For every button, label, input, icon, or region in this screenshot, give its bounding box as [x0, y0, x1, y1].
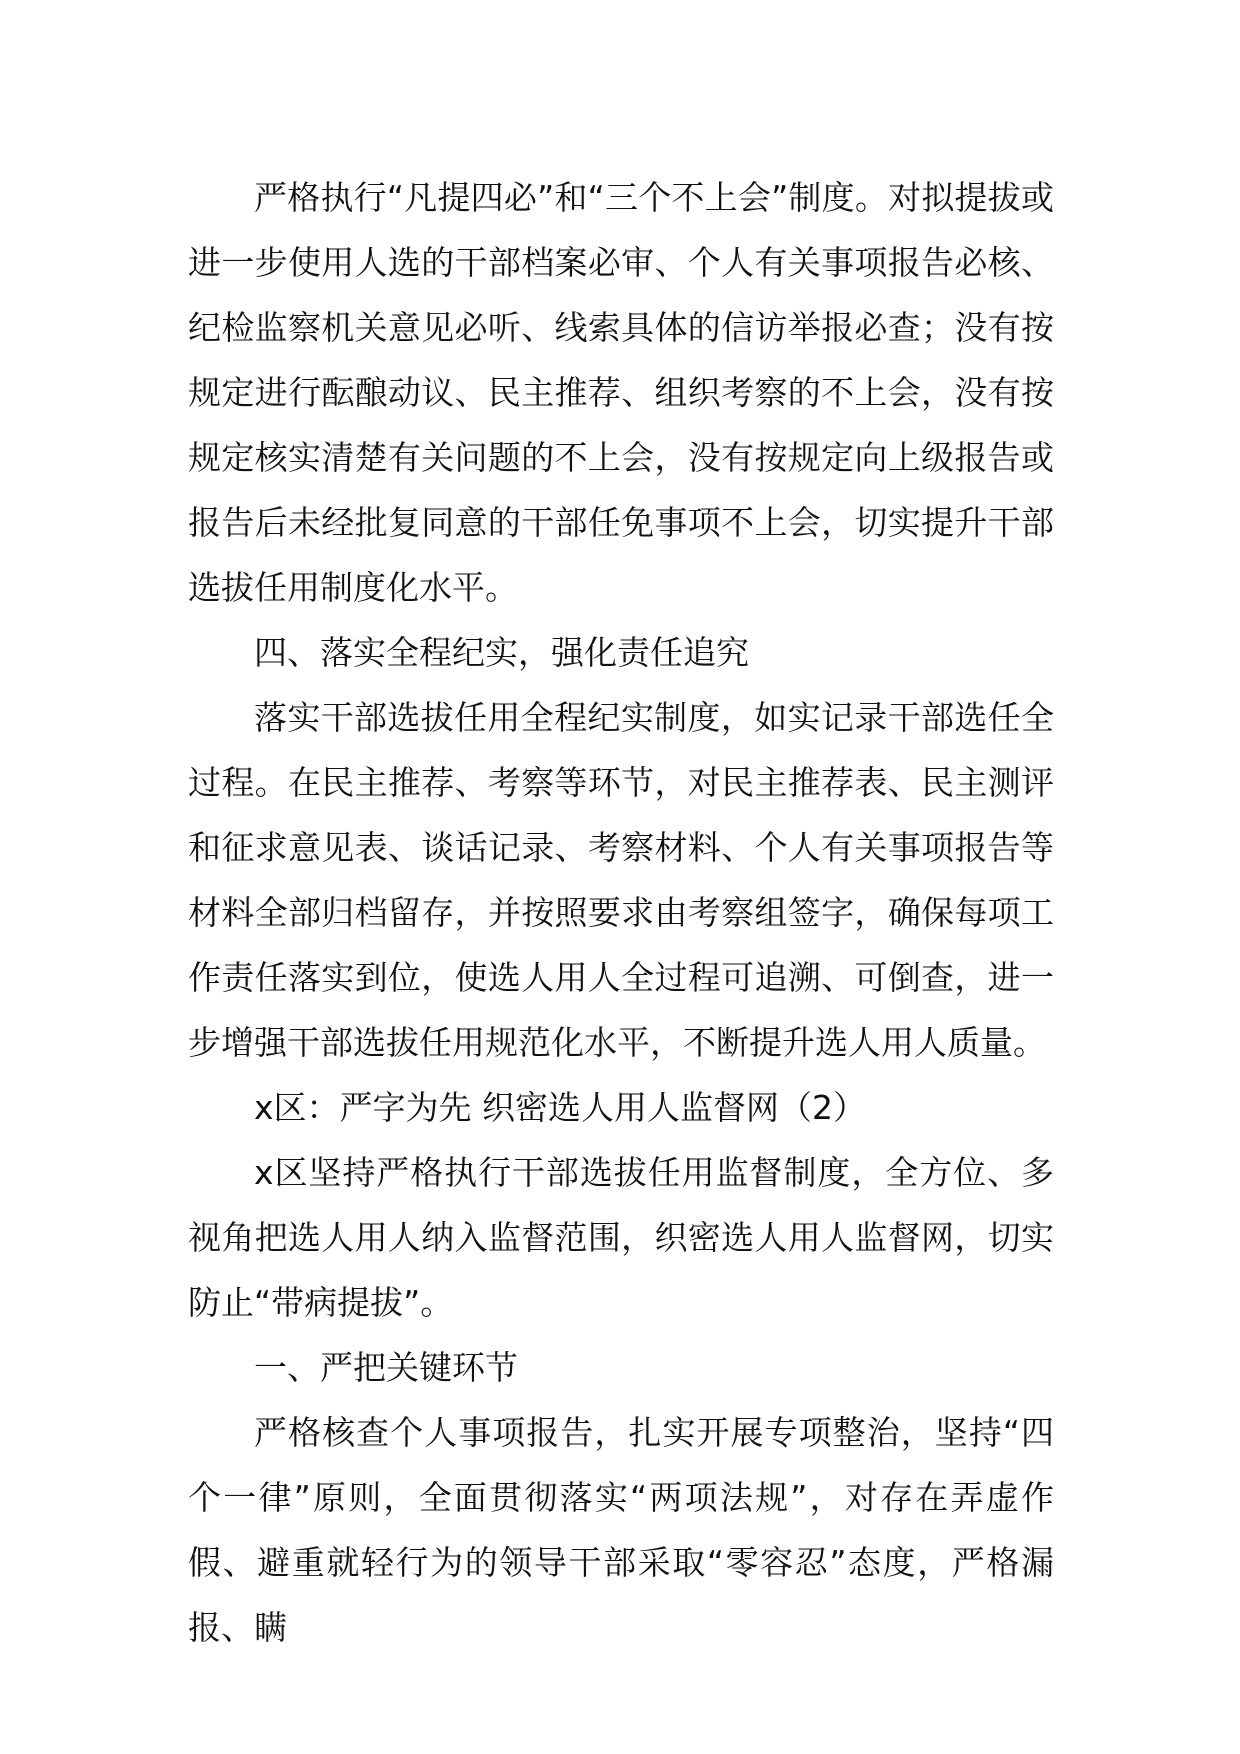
paragraph-full-record: 落实干部选拔任用全程纪实制度，如实记录干部选任全过程。在民主推荐、考察等环节，对民主推荐表、民主测评和征求意见表、谈话记录、考察材料、个人有关事项报告等材料全部归档留存，并按照要求由考察组签字，确保每项工作责任落实到位，使选人用人全过程可追溯、可倒查，进一步增强干部选拔任用规范化水平，不断提升选人用人质量。: [188, 698, 1054, 1062]
section-heading-one: 一、严把关键环节: [254, 1348, 518, 1387]
document-body: [188, 165, 1054, 1660]
article-title-x-district: x区：严字为先 织密选人用人监督网（2）: [254, 1088, 867, 1127]
paragraph-x-district-intro: x区坚持严格执行干部选拔任用监督制度，全方位、多视角把选人用人纳入监督范围，织密选人用人监督网，切实防止“带病提拔”。: [188, 1153, 1054, 1322]
section-heading-four: 四、落实全程纪实，强化责任追究: [254, 633, 749, 672]
paragraph-personal-report-check: 严格核查个人事项报告，扎实开展专项整治，坚持“四个一律”原则，全面贯彻落实“两项法规”，对存在弄虚作假、避重就轻行为的领导干部采取“零容忍”态度，严格漏报、瞒: [188, 1413, 1054, 1647]
paragraph-system-rules: 严格执行“凡提四必”和“三个不上会”制度。对拟提拔或进一步使用人选的干部档案必审、个人有关事项报告必核、纪检监察机关意见必听、线索具体的信访举报必查；没有按规定进行酝酿动议、民主推荐、组织考察的不上会，没有按规定核实清楚有关问题的不上会，没有按规定向上级报告或报告后未经批复同意的干部任免事项不上会，切实提升干部选拔任用制度化水平。: [188, 178, 1054, 607]
